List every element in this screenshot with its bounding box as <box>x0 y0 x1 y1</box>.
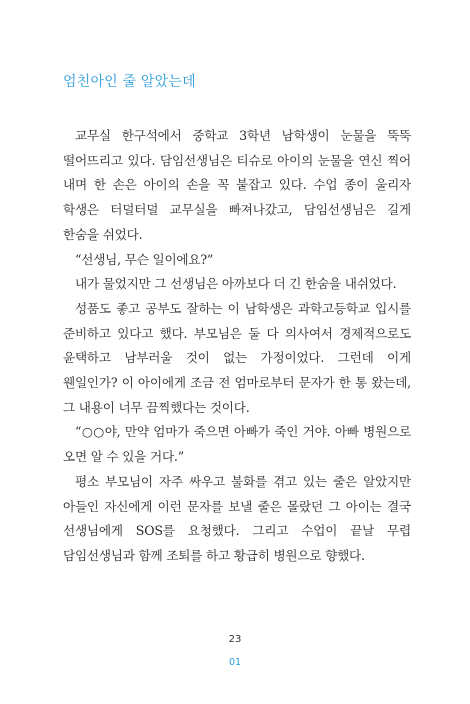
paragraph: 성품도 좋고 공부도 잘하는 이 남학생은 과학고등학교 입시를 준비하고 있다고 했다. 부모님은 둘 다 의사여서 경제적으로도 윤택하고 남부러울 것이 없는 가정이었다. 그런데 이게 웬일인가? 이 아이에게 조금 전 엄마로부터 문자가 한 통 왔는데, 그 내용이 너무 끔찍했다는 것이다. <box>63 300 411 415</box>
page-number: 23 <box>228 634 242 645</box>
paragraph: “○○야, 만약 엄마가 죽으면 아빠가 죽인 거야. 아빠 병원으로 오면 알 수 있을 거다.” <box>63 424 411 465</box>
chapter-number: 01 <box>228 657 242 668</box>
paragraph: 교무실 한구석에서 중학교 3학년 남학생이 눈물을 뚝뚝 떨어뜨리고 있다. 담임선생님은 티슈로 아이의 눈물을 연신 찍어 내며 한 손은 아이의 손을 꼭 붙잡고 있다. 수업 종이 울리자 학생은 터덜터덜 교무실을 빠져나갔고, 담임선생님은 길게 한숨을 쉬었다. <box>63 128 411 242</box>
body-text <box>63 124 411 569</box>
chapter-title: 엄친아인 줄 알았는데 <box>63 74 196 90</box>
paragraph: 내가 물었지만 그 선생님은 아까보다 더 긴 한숨을 내쉬었다. <box>75 276 397 292</box>
paragraph: “선생님, 무슨 일이에요?” <box>75 251 214 267</box>
paragraph: 평소 부모님이 자주 싸우고 불화를 겪고 있는 줄은 알았지만 아들인 자신에게 이런 문자를 보낼 줄은 몰랐던 그 아이는 결국 선생님에게 SOS를 요청했다. 그리고 수업이 끝날 무렵 담임선생님과 함께 조퇴를 하고 황급히 병원으로 향했다. <box>63 473 411 563</box>
